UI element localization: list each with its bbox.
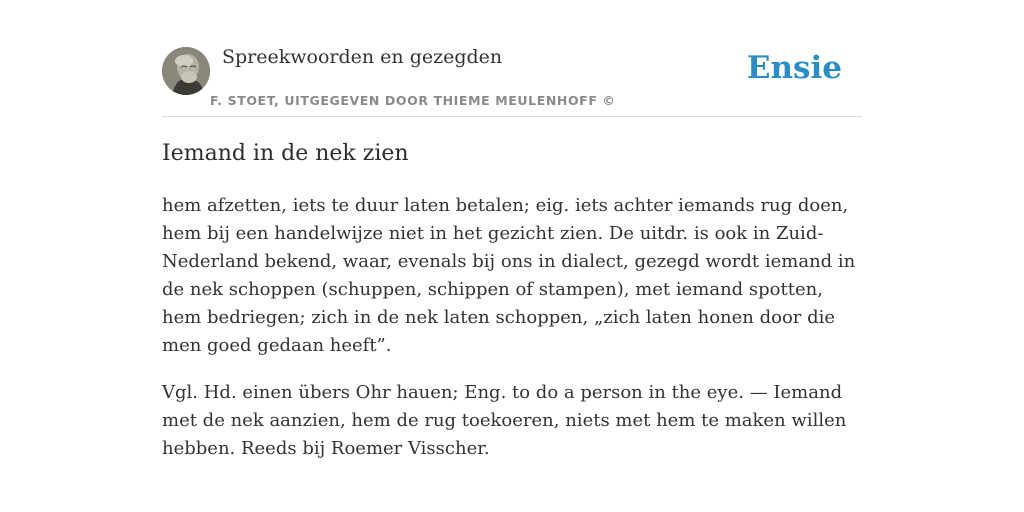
ensie-logo-link[interactable]: Ensie xyxy=(746,50,842,86)
source-credit: F. STOET, UITGEGEVEN DOOR THIEME MEULENHOFF © xyxy=(210,93,616,108)
entry-paragraph-2: Vgl. Hd. einen übers Ohr hauen; Eng. to do a person in the eye. — Iemand met de nek aanzien, hem de rug toekoeren, niets met hem te maken willen hebben. Reeds bij Roemer Visscher. xyxy=(162,382,847,459)
entry-title: Iemand in de nek zien xyxy=(162,141,409,166)
author-portrait-icon xyxy=(162,47,210,95)
entry-content xyxy=(162,136,864,482)
source-title[interactable]: Spreekwoorden en gezegden xyxy=(222,46,503,68)
source-header xyxy=(162,44,862,117)
entry-paragraph-1: hem afzetten, iets te duur laten betalen; eig. iets achter iemands rug doen, hem bij een handelwijze niet in het gezicht zien. De uitdr. is ook in Zuid-Nederland bekend, waar, evenals bij ons in dialect, gezegd wordt iemand in de nek schoppen (schuppen, schippen of stampen), met iemand spotten, hem bedriegen; zich in de nek laten schoppen, „zich laten honen door die men goed gedaan heeft”. xyxy=(162,195,856,356)
source-avatar[interactable] xyxy=(162,47,210,95)
